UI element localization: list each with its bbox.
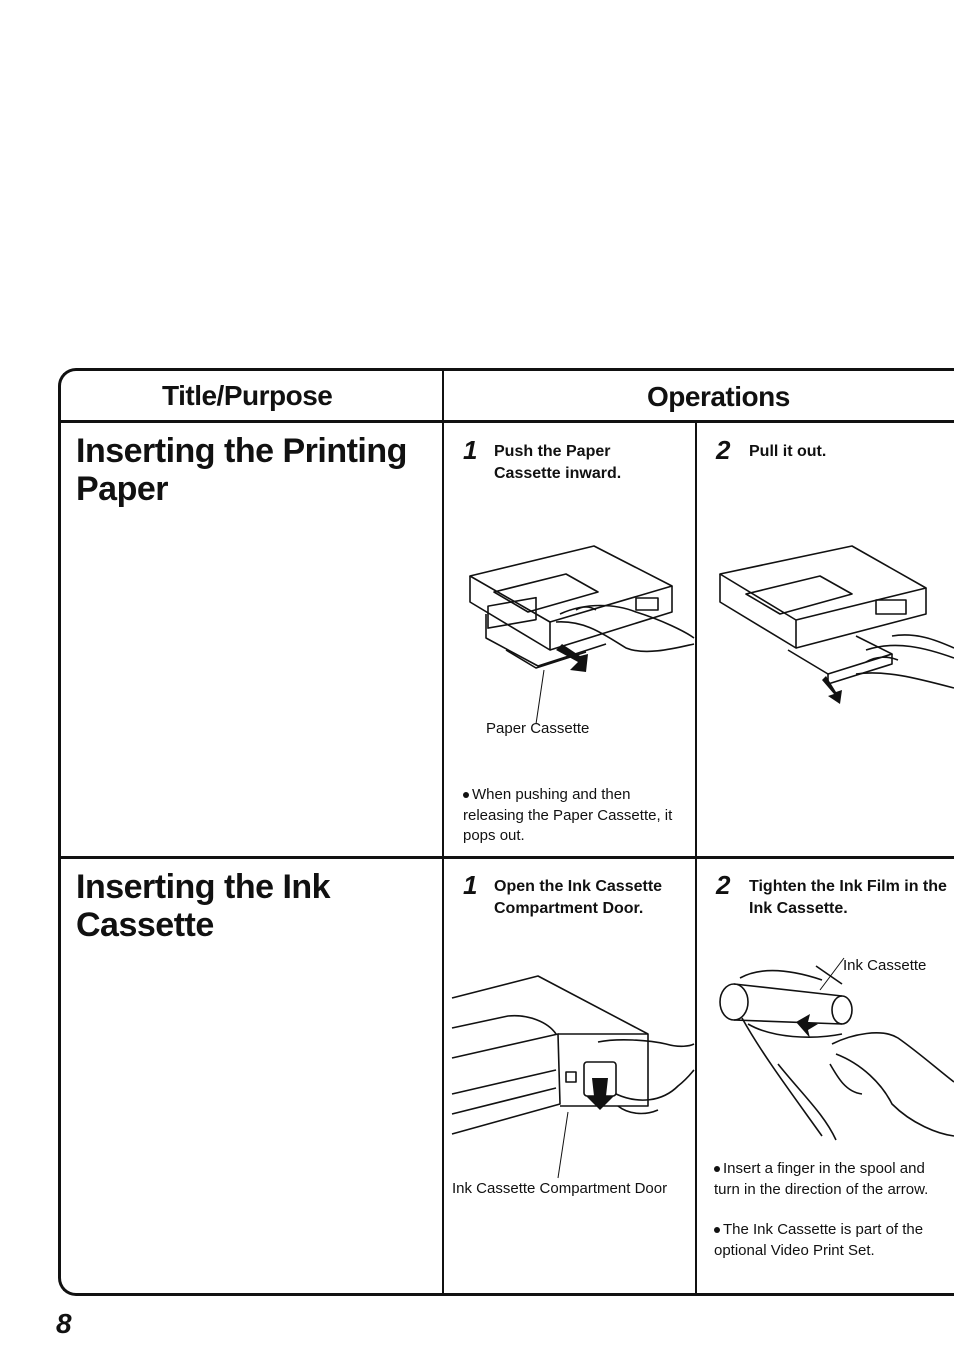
note-turn-spool-text: Insert a finger in the spool and turn in the direction of the arrow.	[714, 1160, 929, 1198]
ink-compartment-door-illustration	[448, 974, 694, 1186]
header-operations: Operations	[647, 381, 790, 412]
step-text-tighten-film: Tighten the Ink Film in the Ink Cassette.	[749, 878, 947, 917]
step-number: 2	[716, 435, 731, 465]
row-divider	[60, 856, 954, 859]
label-paper-cassette: Paper Cassette	[486, 720, 590, 737]
step-text-pull-out: Pull it out.	[749, 443, 827, 460]
ink-cassette-illustration	[712, 964, 954, 1144]
step-divider	[695, 422, 697, 1296]
note-turn-spool	[714, 1159, 934, 1200]
bullet-icon	[714, 1227, 720, 1233]
page-number: 8	[56, 1308, 72, 1339]
note-optional-set	[714, 1220, 934, 1261]
bullet-icon	[463, 792, 469, 798]
label-ink-compartment-door: Ink Cassette Compartment Door	[452, 1180, 668, 1197]
label-ink-cassette: Ink Cassette	[843, 957, 927, 974]
printer-pull-cassette-illustration	[716, 544, 954, 710]
bullet-icon	[714, 1166, 720, 1172]
step-number: 1	[463, 870, 478, 900]
section-title-ink-cassette: Inserting the Ink Cassette	[76, 868, 331, 944]
note-pops-out	[463, 785, 688, 847]
header-title-purpose: Title/Purpose	[162, 380, 333, 411]
step-number: 2	[716, 870, 731, 900]
header-divider	[60, 420, 954, 423]
printer-push-cassette-illustration	[466, 540, 694, 720]
column-divider	[442, 370, 444, 1296]
section-title-printing-paper: Inserting the Printing Paper	[76, 432, 407, 508]
step-text-push-cassette: Push the Paper Cassette inward.	[494, 443, 622, 482]
note-optional-set-text: The Ink Cassette is part of the optional Video Print Set.	[714, 1221, 924, 1259]
step-number: 1	[463, 435, 478, 465]
step-text-open-door: Open the Ink Cassette Compartment Door.	[494, 878, 663, 917]
note-pops-out-text: When pushing and then releasing the Paper Cassette, it pops out.	[463, 786, 673, 844]
